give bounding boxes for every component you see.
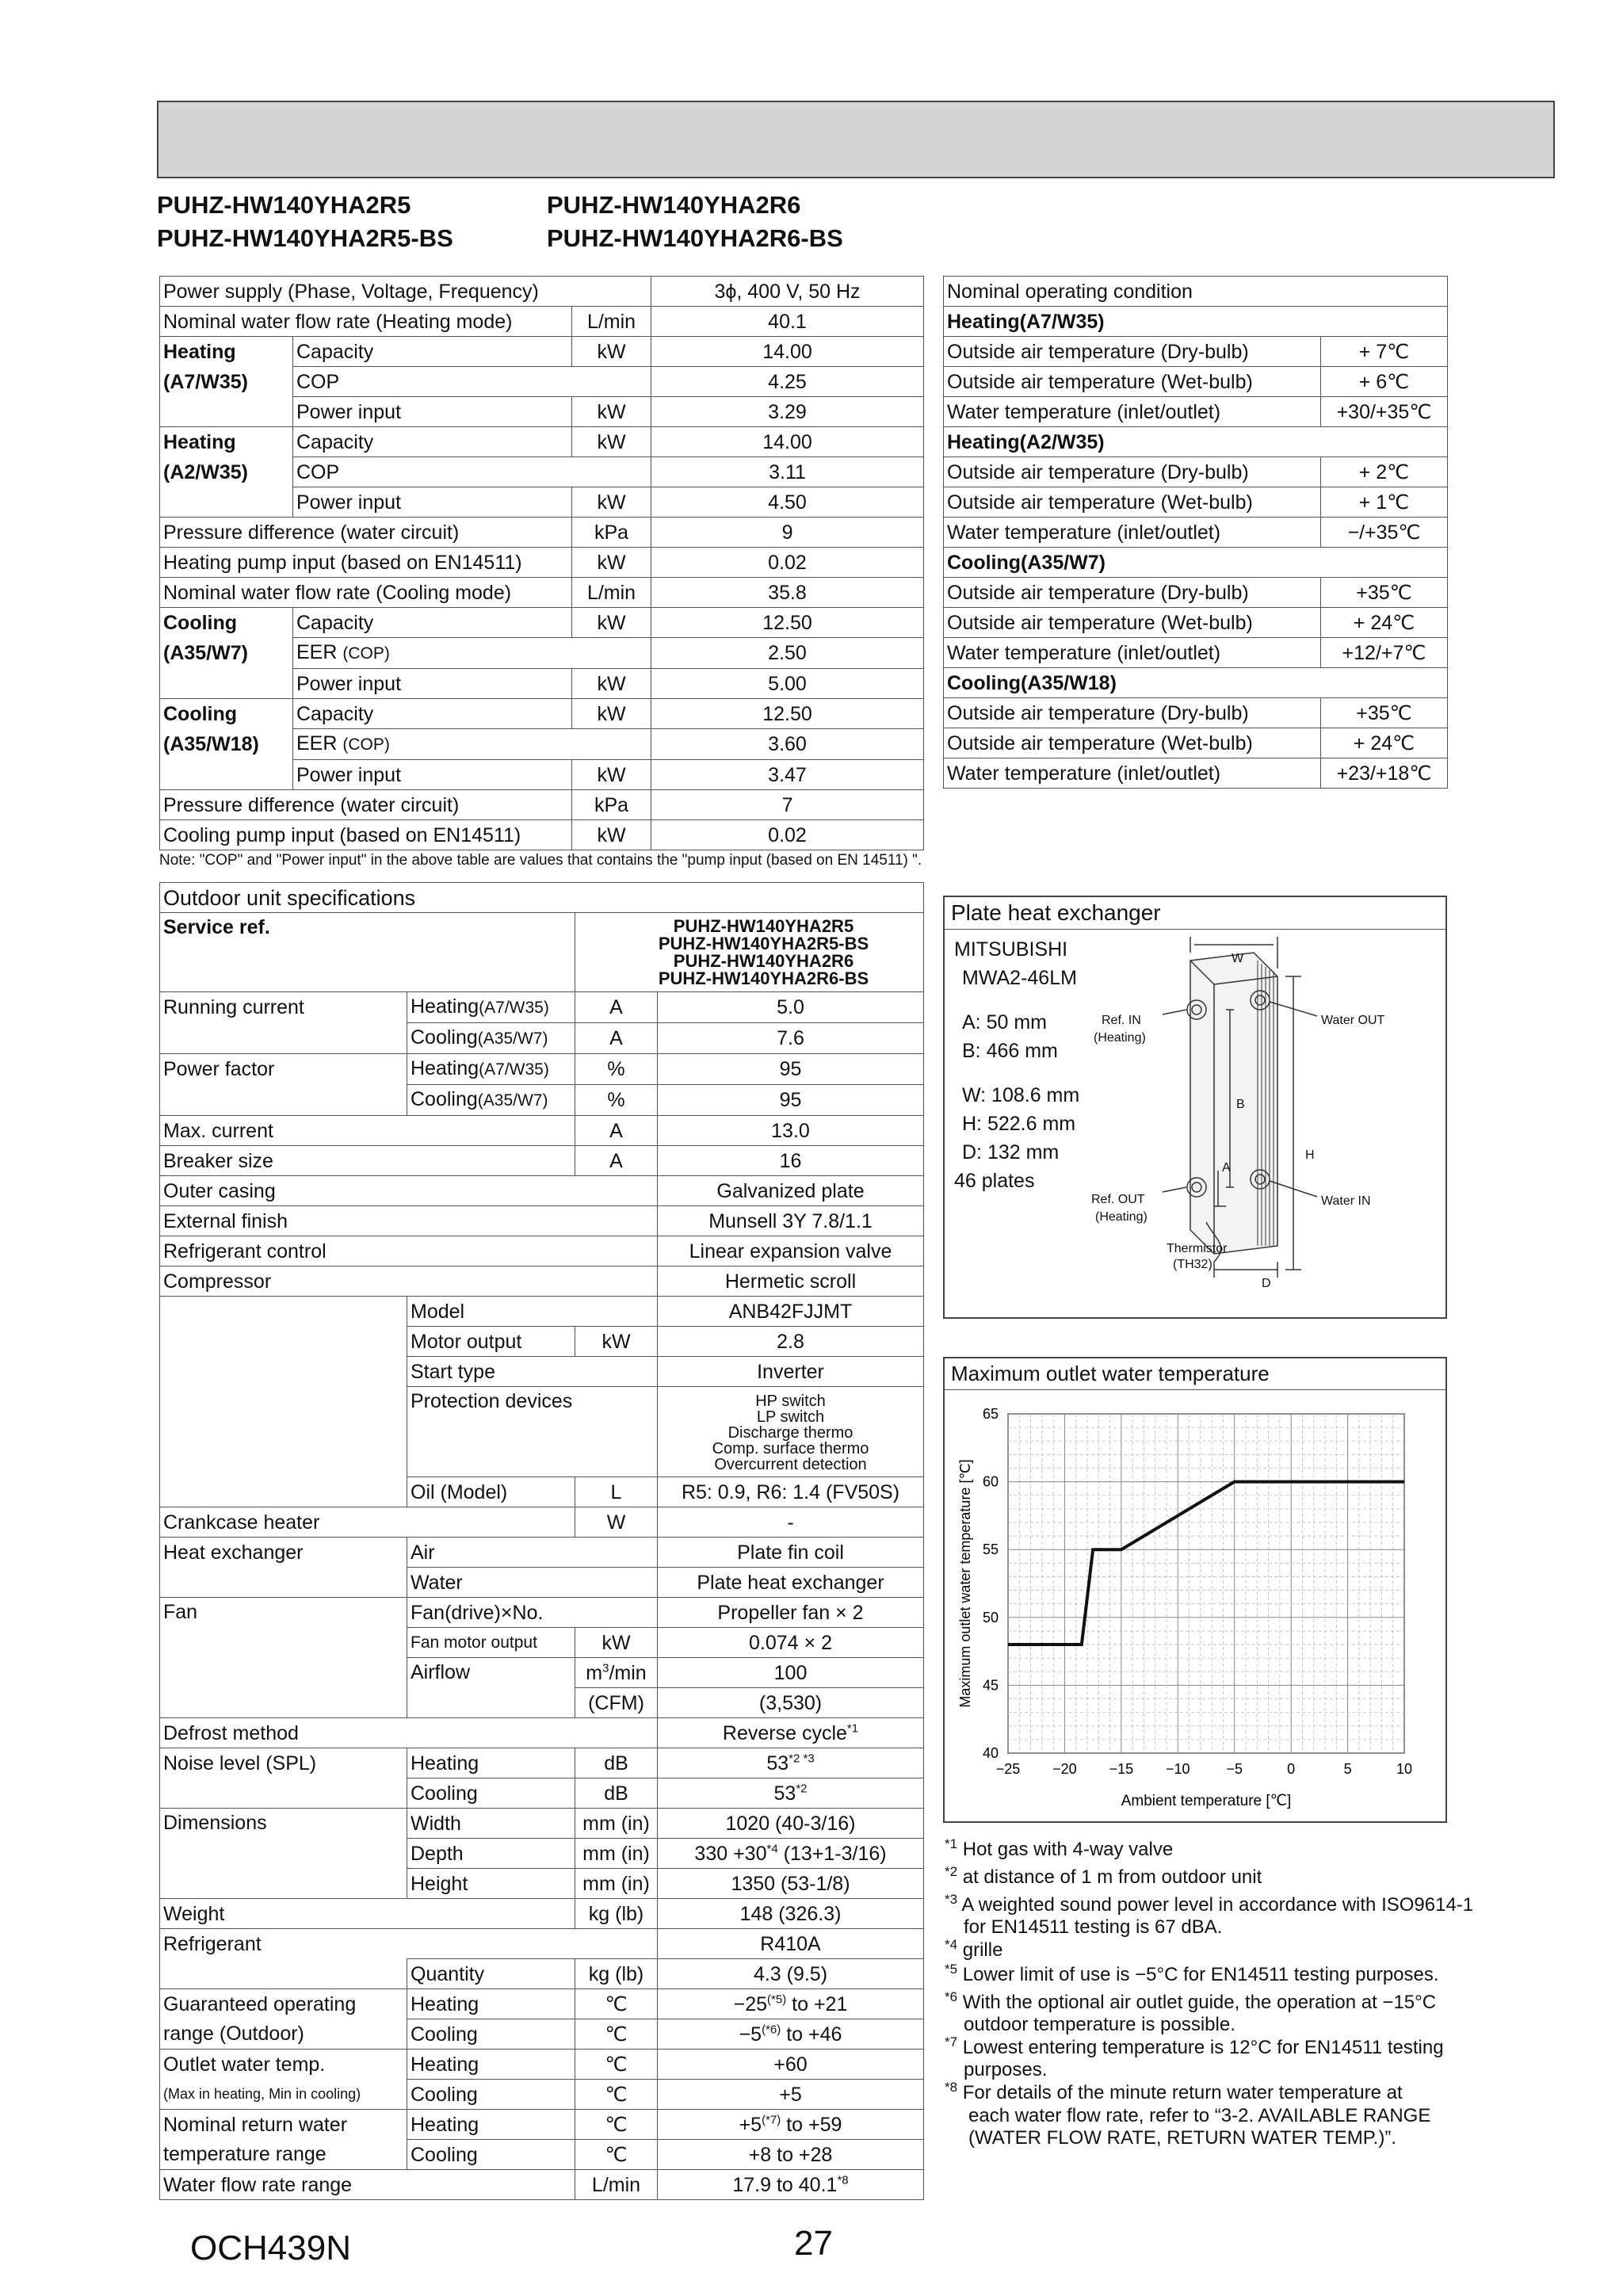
phe-label-a: A xyxy=(1222,1161,1231,1175)
table-row: Pressure difference (water circuit) kPa 9 xyxy=(160,518,924,548)
phe-label-th32: (TH32) xyxy=(1173,1258,1212,1271)
model-names-right: PUHZ-HW140YHA2R6 PUHZ-HW140YHA2R6-BS xyxy=(547,191,843,252)
x-tick-label: −25 xyxy=(995,1761,1021,1777)
footnote: $^{*3}$ A weighted sound power level in accordance with ISO9614-1 for EN14511 testing is 67 dBA. xyxy=(945,1892,1474,1938)
table-row: range (Outdoor) Cooling ℃ $-5^{(*6)}$ to +46 xyxy=(160,2019,924,2050)
y-tick-label: 55 xyxy=(982,1541,999,1558)
x-tick-label: −20 xyxy=(1052,1761,1077,1777)
table-row: Defrost method Reverse cycle$^{*1}$ xyxy=(160,1718,924,1748)
table-row: Water flow rate range L/min 17.9 to 40.1$^{*8}$ xyxy=(160,2170,924,2200)
table-row: Nominal water flow rate (Cooling mode) L/min 35.8 xyxy=(160,578,924,608)
y-tick-label: 45 xyxy=(982,1677,999,1694)
table-row: Motor output kW 2.8 xyxy=(160,1327,924,1357)
footnote: $^{*1}$ Hot gas with 4-way valve xyxy=(945,1836,1174,1860)
footnotes xyxy=(945,1837,1473,2149)
phe-specs: MITSUBISHI MWA2-46LM A: 50 mm B: 466 mm W: 108.6 mm H: 522.6 mm D: 132 mm 46 plates xyxy=(954,938,1080,1192)
footnote: $^{*4}$ grille xyxy=(945,1937,1003,1961)
table-row: Pressure difference (water circuit) kPa 7 xyxy=(160,790,924,820)
table-row: Noise level (SPL) Heating dB $53^{*2 *3}$ xyxy=(160,1748,924,1778)
table-row: Outside air temperature (Wet-bulb) + 6℃ xyxy=(944,367,1448,397)
phe-label-d: D xyxy=(1262,1277,1271,1290)
table-row: Outside air temperature (Dry-bulb) +35℃ xyxy=(944,578,1448,608)
x-tick-label: −10 xyxy=(1166,1761,1190,1777)
table-row: Oil (Model) L R5: 0.9, R6: 1.4 (FV50S) xyxy=(160,1477,924,1507)
table-row: Cooling(A35/W7) A 7.6 xyxy=(160,1023,924,1054)
table-row: Depth mm (in) $330 +30^{*4}$ (13+1-3/16) xyxy=(160,1839,924,1869)
table-row: Compressor Hermetic scroll xyxy=(160,1266,924,1297)
table-row: Cooling(A35/W18) xyxy=(944,668,1448,698)
table-row: Water temperature (inlet/outlet) −/+35℃ xyxy=(944,518,1448,548)
phe-label-h: H xyxy=(1305,1148,1315,1162)
max-outlet-chart-box xyxy=(943,1357,1447,1823)
table-row: Outside air temperature (Wet-bulb) + 24℃ xyxy=(944,728,1448,758)
table-row: Water temperature (inlet/outlet) +12/+7℃ xyxy=(944,638,1448,668)
table-row: Heating Capacity kW 14.00 xyxy=(160,337,924,367)
table-row: (CFM) (3,530) xyxy=(160,1688,924,1718)
table-row: Water Plate heat exchanger xyxy=(160,1568,924,1598)
footnote: $^{*2}$ at distance of 1 m from outdoor unit xyxy=(945,1864,1262,1888)
table-row: Nominal water flow rate (Heating mode) L/min 40.1 xyxy=(160,307,924,337)
table-row: Power supply (Phase, Voltage, Frequency) 3ϕ, 400 V, 50 Hz xyxy=(160,277,924,307)
footnote: $^{*7}$ Lowest entering temperature is 12°C for EN14511 testing purposes. xyxy=(945,2034,1444,2080)
footnote: $^{*5}$ Lower limit of use is −5°C for EN14511 testing purposes. xyxy=(945,1962,1439,1985)
table-row: Power input kW 4.50 xyxy=(160,487,924,518)
performance-note: Note: "COP" and "Power input" in the above table are values that contains the "pump input (based on EN 14511) ". xyxy=(159,852,922,869)
table-row: Nominal return water Heating ℃ $+5^{(*7)}$ to +59 xyxy=(160,2110,924,2140)
table-row: temperature range Cooling ℃ +8 to +28 xyxy=(160,2140,924,2170)
phe-label-w: W xyxy=(1232,952,1244,965)
phe-label-ref-in-heating: (Heating) xyxy=(1094,1031,1146,1045)
x-axis-label: Ambient temperature [℃] xyxy=(1121,1793,1292,1809)
y-tick-label: 60 xyxy=(982,1473,999,1490)
table-row: Outside air temperature (Wet-bulb) + 24℃ xyxy=(944,608,1448,638)
protection-devices-list: HP switch LP switch Discharge thermo Comp. surface thermo Overcurrent detection xyxy=(658,1387,924,1477)
table-row: Heating pump input (based on EN14511) kW 0.02 xyxy=(160,548,924,578)
y-tick-label: 65 xyxy=(982,1406,999,1422)
table-row: Power input kW 3.29 xyxy=(160,397,924,427)
table-row: Water temperature (inlet/outlet) +23/+18℃ xyxy=(944,758,1448,789)
table-row: Power input kW 5.00 xyxy=(160,669,924,699)
max-outlet-chart xyxy=(945,1396,1445,1821)
table-row: Quantity kg (lb) 4.3 (9.5) xyxy=(160,1959,924,1989)
y-tick-label: 40 xyxy=(982,1745,999,1761)
page-number: 27 xyxy=(794,2224,833,2263)
table-row: Height mm (in) 1350 (53-1/8) xyxy=(160,1869,924,1899)
table-row: (A2/W35) COP 3.11 xyxy=(160,457,924,487)
x-tick-label: −5 xyxy=(1226,1761,1243,1777)
nominal-condition-table xyxy=(943,276,1448,789)
table-row: Outside air temperature (Wet-bulb) + 1℃ xyxy=(944,487,1448,518)
plot-area xyxy=(1008,1414,1404,1753)
table-row: Service ref. PUHZ-HW140YHA2R5 PUHZ-HW140YHA2R5-BS PUHZ-HW140YHA2R6 PUHZ-HW140YHA2R6-BS xyxy=(160,913,924,992)
performance-table xyxy=(159,276,924,850)
table-row: Heating Capacity kW 14.00 xyxy=(160,427,924,457)
table-row: Outside air temperature (Dry-bulb) +35℃ xyxy=(944,698,1448,728)
phe-label-ref-out: Ref. OUT xyxy=(1091,1193,1145,1206)
service-ref-list: PUHZ-HW140YHA2R5 PUHZ-HW140YHA2R5-BS PUHZ-HW140YHA2R6 PUHZ-HW140YHA2R6-BS xyxy=(575,913,924,992)
footnote: $^{*6}$ With the optional air outlet guide, the operation at −15°C outdoor temperature is possible. xyxy=(945,1989,1437,2035)
x-tick-label: 5 xyxy=(1343,1761,1352,1777)
table-row: Outdoor unit specifications xyxy=(160,883,924,913)
table-row: Crankcase heater W - xyxy=(160,1507,924,1538)
footnote: $^{*8}$ For details of the minute return water temperature at each water flow rate, refer to “3-2. AVAILABLE RANGE (WATER FLOW RATE, RETURN WATER TEMP.)”. xyxy=(945,2080,1431,2149)
y-axis-label: Maximum outlet water temperature [℃] xyxy=(957,1459,973,1708)
plate-heat-exchanger-box: Plate heat exchanger MITSUBISHI MWA2-46LM A: 50 mm B: 466 mm W: 108.6 mm H: 522.6 mm D: 132 mm 46 plates W B A H D Ref. IN (Heating) Ref. OUT (Heating) Water OUT Water IN Thermistor (TH32) xyxy=(943,896,1447,1319)
table-row: Nominal operating condition xyxy=(944,277,1448,307)
table-row: Heating(A2/W35) xyxy=(944,427,1448,457)
table-row: Cooling Capacity kW 12.50 xyxy=(160,608,924,638)
table-row: Power factor Heating(A7/W35) % 95 xyxy=(160,1054,924,1085)
table-row: Heat exchanger Air Plate fin coil xyxy=(160,1538,924,1568)
phe-label-water-in: Water IN xyxy=(1321,1194,1371,1208)
table-row: Breaker size A 16 xyxy=(160,1146,924,1176)
document-code: OCH439N xyxy=(190,2229,351,2267)
phe-label-thermistor: Thermistor xyxy=(1167,1242,1228,1255)
outdoor-spec-table xyxy=(159,882,924,2200)
table-row: Start type Inverter xyxy=(160,1357,924,1387)
x-tick-label: 0 xyxy=(1287,1761,1296,1777)
table-row: Protection devices HP switch LP switch Discharge thermo Comp. surface thermo Overcurrent detection xyxy=(160,1387,924,1477)
table-row: (A35/W18) EER (COP) 3.60 xyxy=(160,729,924,760)
table-row: Outside air temperature (Dry-bulb) + 2℃ xyxy=(944,457,1448,487)
plate-heat-exchanger-drawing xyxy=(945,897,1449,1320)
phe-label-ref-in: Ref. IN xyxy=(1102,1014,1141,1027)
table-row: Heating(A7/W35) xyxy=(944,307,1448,337)
table-row: (Max in heating, Min in cooling) Cooling ℃ +5 xyxy=(160,2080,924,2110)
table-row: Refrigerant control Linear expansion valve xyxy=(160,1236,924,1266)
table-row: Model ANB42FJJMT xyxy=(160,1297,924,1327)
phe-label-water-out: Water OUT xyxy=(1321,1014,1385,1027)
table-row: Outlet water temp. Heating ℃ +60 xyxy=(160,2050,924,2080)
table-row: Water temperature (inlet/outlet) +30/+35℃ xyxy=(944,397,1448,427)
x-tick-label: 10 xyxy=(1396,1761,1413,1777)
table-row: (A7/W35) COP 4.25 xyxy=(160,367,924,397)
table-row: Cooling(A35/W7) xyxy=(944,548,1448,578)
table-row: Power input kW 3.47 xyxy=(160,760,924,790)
phe-label-ref-out-heating: (Heating) xyxy=(1095,1210,1148,1224)
table-row: Fan Fan(drive)×No. Propeller fan × 2 xyxy=(160,1598,924,1628)
table-row: Cooling dB 53$^{*2}$ xyxy=(160,1778,924,1809)
table-row: Weight kg (lb) 148 (326.3) xyxy=(160,1899,924,1929)
chart-title: Maximum outlet water temperature xyxy=(945,1358,1445,1390)
table-row: Guaranteed operating Heating ℃ $-25^{(*5)}$ to +21 xyxy=(160,1989,924,2019)
table-row: Refrigerant R410A xyxy=(160,1929,924,1959)
table-row: Dimensions Width mm (in) 1020 (40-3/16) xyxy=(160,1809,924,1839)
header-banner xyxy=(157,101,1555,178)
table-row: External finish Munsell 3Y 7.8/1.1 xyxy=(160,1206,924,1236)
table-row: Cooling pump input (based on EN14511) kW 0.02 xyxy=(160,820,924,850)
table-row: Outer casing Galvanized plate xyxy=(160,1176,924,1206)
x-tick-label: −15 xyxy=(1109,1761,1134,1777)
table-row: Cooling(A35/W7) % 95 xyxy=(160,1085,924,1116)
model-names-left: PUHZ-HW140YHA2R5 PUHZ-HW140YHA2R5-BS xyxy=(157,191,453,252)
table-row: Cooling Capacity kW 12.50 xyxy=(160,699,924,729)
table-row: (A35/W7) EER (COP) 2.50 xyxy=(160,638,924,669)
table-row: Fan motor output kW 0.074 × 2 xyxy=(160,1628,924,1658)
y-tick-label: 50 xyxy=(982,1609,999,1626)
table-row: Outside air temperature (Dry-bulb) + 7℃ xyxy=(944,337,1448,367)
phe-label-b: B xyxy=(1236,1098,1245,1111)
table-row: Running current Heating(A7/W35) A 5.0 xyxy=(160,992,924,1023)
table-row: Airflow $m^3/\min$ 100 xyxy=(160,1658,924,1688)
table-row: Max. current A 13.0 xyxy=(160,1116,924,1146)
